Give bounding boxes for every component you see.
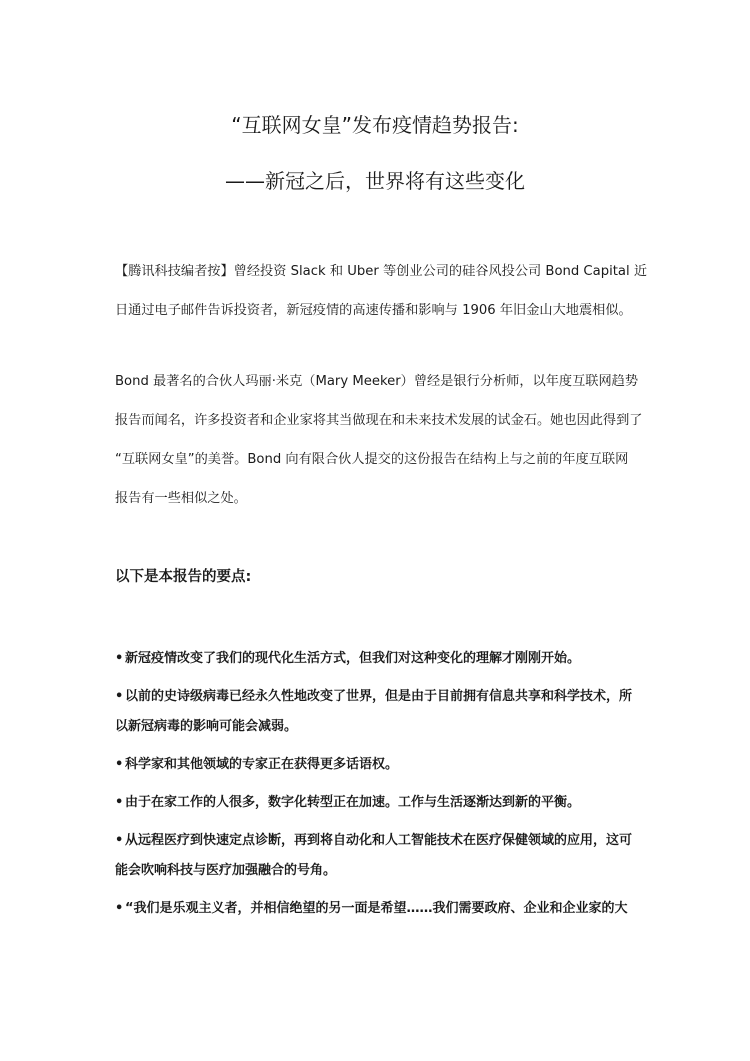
bullet-text: 科学家和其他领域的专家正在获得更多话语权。 [125,757,399,772]
paragraph-line: 报告有一些相似之处。 [115,491,247,506]
editor-note-paragraph [115,252,648,330]
list-item [115,894,655,924]
paragraph-line: 日通过电子邮件告诉投资者，新冠疫情的高速传播和影响与 1906 年旧金山大地震相似。 [115,303,632,318]
bullet-icon: • [115,651,124,666]
bullet-text-continued: 以新冠病毒的影响可能会减弱。 [115,719,298,734]
bullet-icon: • [115,757,124,772]
bullet-icon: • [115,833,124,848]
paragraph-line: “互联网女皇”的美誉。Bond 向有限合伙人提交的这份报告在结构上与之前的年度互联网 [115,452,629,467]
paragraph-line: Bond 最著名的合伙人玛丽·米克（Mary Meeker）曾经是银行分析师，以年度互联网趋势 [115,374,639,389]
bullet-text: 新冠疫情改变了我们的现代化生活方式，但我们对这种变化的理解才刚刚开始。 [125,651,581,666]
paragraph-line: 报告而闻名，许多投资者和企业家将其当做现在和未来技术发展的试金石。她也因此得到了 [115,413,643,428]
list-item [115,644,655,674]
bullet-text-continued: 能会吹响科技与医疗加强融合的号角。 [115,863,337,878]
paragraph-line: 【腾讯科技编者按】曾经投资 Slack 和 Uber 等创业公司的硅谷风投公司 Bond Capital 近 [115,264,648,279]
bullet-icon: • [115,689,124,704]
bullet-text: 以前的史诗级病毒已经永久性地改变了世界，但是由于目前拥有信息共享和科学技术，所 [125,689,633,704]
document-subtitle: ——新冠之后，世界将有这些变化 [225,169,525,193]
list-item [115,682,655,742]
list-item [115,826,655,886]
bullet-icon: • [115,901,124,916]
key-points-heading: 以下是本报告的要点: [115,569,252,585]
list-item [115,788,655,818]
bullet-text: 由于在家工作的人很多，数字化转型正在加速。工作与生活逐渐达到新的平衡。 [125,795,581,810]
list-item [115,750,655,780]
bullet-text: 从远程医疗到快速定点诊断，再到将自动化和人工智能技术在医疗保健领域的应用，这可 [125,833,633,848]
document-title: “互联网女皇”发布疫情趋势报告: [231,113,519,137]
key-points-list [115,644,655,932]
bullet-icon: • [115,795,124,810]
bond-description-paragraph [115,362,645,518]
bullet-text: “我们是乐观主义者，并相信绝望的另一面是希望……我们需要政府、企业和企业家的大 [125,901,628,916]
